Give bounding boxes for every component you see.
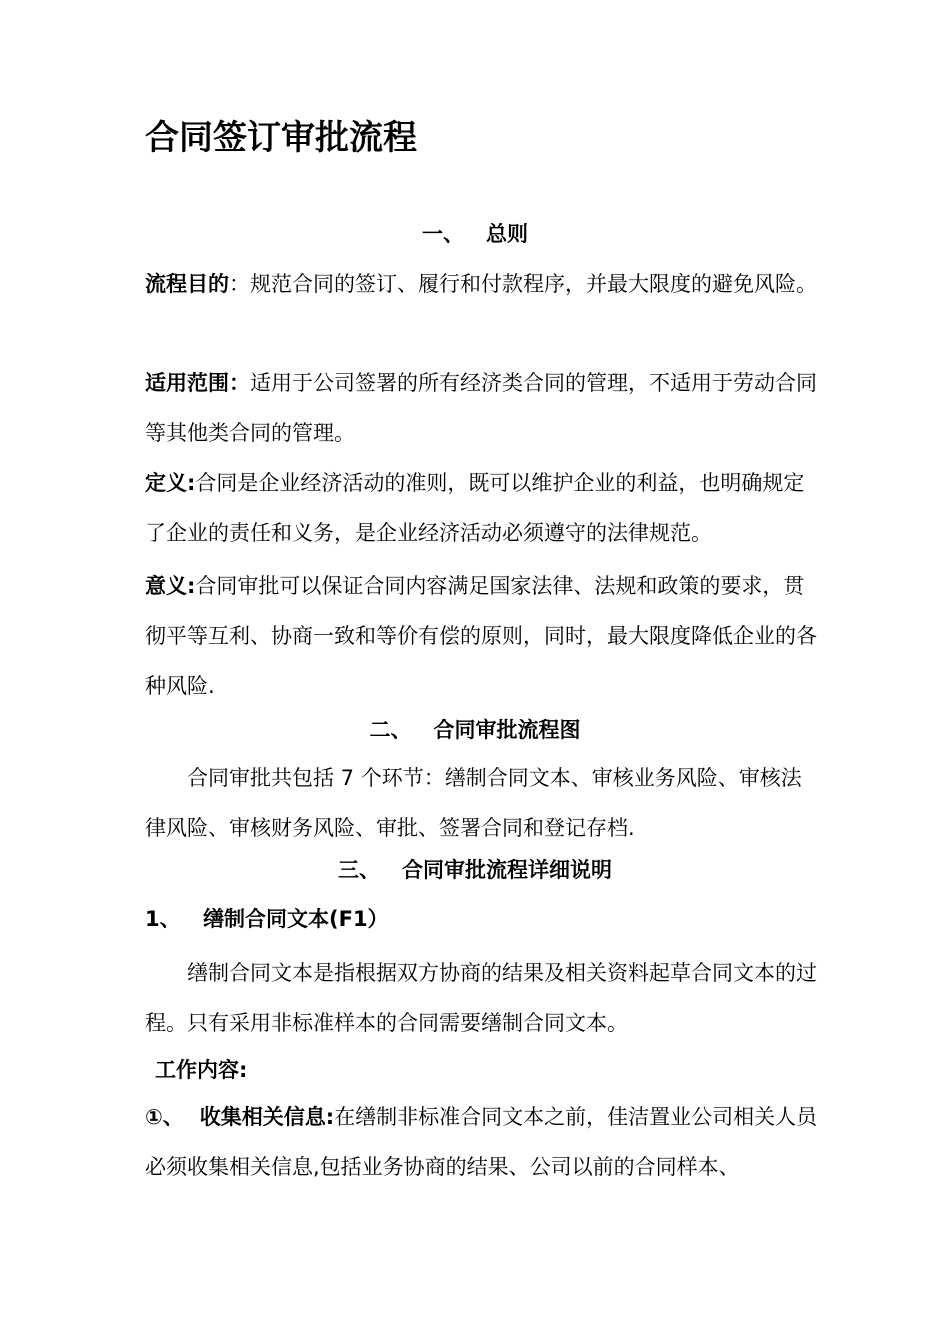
significance-text: 合同审批可以保证合同内容满足国家法律、法规和政策的要求，贯彻平等互利、协商一致和等价有偿的原则，同时，最大限度降低企业的各种风险. [145, 574, 817, 698]
section-2-title: 合同审批流程图 [433, 718, 581, 742]
section-3-heading [0, 855, 950, 885]
paragraph-significance [145, 561, 821, 711]
purpose-text: ：规范合同的签订、履行和付款程序，并最大限度的避免风险。 [229, 272, 817, 296]
subsection-1-number: 1、 [145, 907, 181, 931]
significance-label: 意义: [145, 574, 196, 598]
definition-text: 合同是企业经济活动的准则，既可以维护企业的利益，也明确规定了企业的责任和义务，是企业经济活动必须遵守的法律规范。 [145, 471, 805, 545]
subsection-1-heading [145, 904, 389, 934]
work-item-1-text: 在缮制非标准合同文本之前，佳洁置业公司相关人员必须收集相关信息,包括业务协商的结果、公司以前的合同样本、 [145, 1105, 818, 1179]
section-3-title: 合同审批流程详细说明 [402, 858, 612, 882]
section-1-number: 一、 [422, 222, 464, 246]
work-item-1-number: ①、 [145, 1105, 184, 1129]
work-item-1-label: 收集相关信息: [199, 1105, 335, 1129]
subsection-1-title: 缮制合同文本(F1） [203, 907, 389, 931]
definition-label: 定义: [145, 471, 196, 495]
paragraph-flow-overview: 合同审批共包括 7 个环节：缮制合同文本、审核业务风险、审核法律风险、审核财务风险、审批、签署合同和登记存档. [145, 766, 802, 840]
section-3-number: 三、 [338, 858, 380, 882]
section-2-heading [0, 715, 950, 745]
section-2-number: 二、 [369, 718, 412, 742]
paragraph-purpose [145, 259, 821, 309]
paragraph-drafting: 缮制合同文本是指根据双方协商的结果及相关资料起草合同文本的过程。只有采用非标准样本的合同需要缮制合同文本。 [145, 961, 817, 1035]
paragraph-scope [145, 358, 821, 458]
work-item-1 [145, 1092, 821, 1192]
page-title: 合同签订审批流程 [145, 118, 417, 158]
scope-label: 适用范围： [145, 371, 250, 395]
scope-text: 适用于公司签署的所有经济类合同的管理，不适用于劳动合同等其他类合同的管理。 [145, 371, 817, 445]
work-content-title: 工作内容: [155, 1058, 248, 1082]
purpose-label: 流程目的 [145, 272, 229, 296]
section-1-title: 总则 [486, 222, 528, 246]
paragraph-definition [145, 458, 821, 558]
section-1-heading [0, 219, 950, 249]
